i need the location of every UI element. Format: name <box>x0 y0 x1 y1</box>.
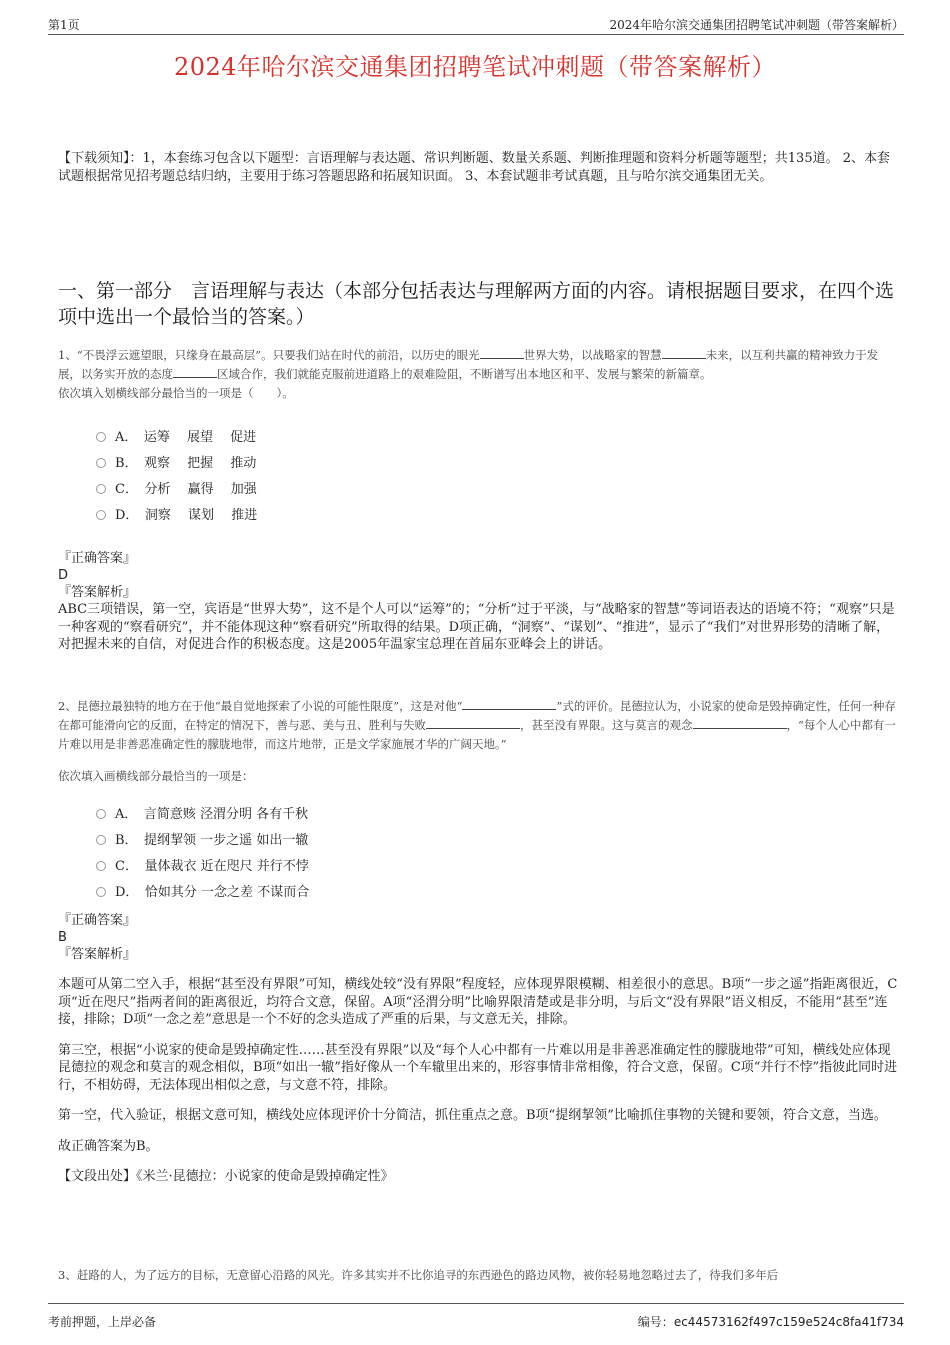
page-title: 2024年哈尔滨交通集团招聘笔试冲刺题（带答案解析） <box>173 53 777 81</box>
option-a[interactable]: A． 言简意赅 泾渭分明 各有千秋 <box>96 802 309 828</box>
question-2-options <box>96 802 309 906</box>
question-3 <box>58 1266 900 1285</box>
option-b[interactable]: B． 观察 把握 推动 <box>96 451 257 477</box>
page-header <box>48 14 904 35</box>
option-c[interactable]: C． 量体裁衣 近在咫尺 并行不悖 <box>96 854 309 880</box>
question-1-options <box>96 425 257 529</box>
option-d[interactable]: D． 洞察 谋划 推进 <box>96 503 257 529</box>
question-2-instruction: 依次填入画横线部分最恰当的一项是： <box>58 769 254 783</box>
correct-answer: B <box>58 930 67 945</box>
radio-icon[interactable] <box>96 809 106 819</box>
question-2-answer-block <box>58 912 900 1199</box>
radio-icon[interactable] <box>96 861 106 871</box>
section-title: 一、第一部分 言语理解与表达（本部分包括表达与理解两方面的内容。请根据题目要求，在四个选项中选出一个最恰当的答案。） <box>58 280 895 328</box>
answer-label: 『正确答案』 <box>58 551 137 566</box>
option-d[interactable]: D． 恰如其分 一念之差 不谋而合 <box>96 880 309 906</box>
source-citation: 【文段出处】《米兰·昆德拉：小说家的使命是毁掉确定性》 <box>58 1169 394 1184</box>
radio-icon[interactable] <box>96 484 106 494</box>
blank <box>480 346 524 359</box>
blank <box>693 716 787 729</box>
footer-slogan: 考前押题，上岸必备 <box>48 1315 157 1329</box>
analysis-paragraph-1: 本题可从第二空入手，根据“甚至没有界限”可知，横线处较“没有界限”程度轻，应体现界限模糊、相差很小的意思。B项“一步之遥”指距离很近，C项“近在咫尺”指两者间的距离很近，均符合文意，保留。A项“泾渭分明”比喻界限清楚或是非分明，与后文“没有界限”语义相反，不能用“甚至”连接，排除；D项“一念之差”意思是一个不好的念头造成了严重的后果，与文意无关，排除。 <box>58 977 898 1027</box>
footer-code: 编号：ec44573162f497c159e524c8fa41f734 <box>637 1315 904 1329</box>
question-3-text: 3、赶路的人，为了远方的目标，无意留心沿路的风光。许多其实并不比你追寻的东西逊色的路边风物，被你轻易地忽略过去了，待我们多年后 <box>58 1268 779 1282</box>
option-a[interactable]: A． 运筹 展望 促进 <box>96 425 257 451</box>
header-doc-title: 2024年哈尔滨交通集团招聘笔试冲刺题（带答案解析） <box>609 18 904 32</box>
question-2 <box>58 697 900 784</box>
option-c[interactable]: C． 分析 赢得 加强 <box>96 477 257 503</box>
blank <box>462 697 556 710</box>
analysis-paragraph-2: 第三空，根据“小说家的使命是毁掉确定性……甚至没有界限”以及“每个人心中都有一片难以用是非善恶准确定性的朦胧地带”可知，横线处应体现昆德拉的观念和莫言的观念相似，B项“如出一辙”指好像从一个车辙里出来的，形容事情非常相像，符合文意，保留。C项“并行不悖”指彼此同时进行，不相妨碍，无法体现出相似之意，与文意不符，排除。 <box>58 1042 898 1093</box>
question-1-answer-block <box>58 550 900 667</box>
question-1 <box>58 346 900 401</box>
analysis-label: 『答案解析』 <box>58 947 137 962</box>
radio-icon[interactable] <box>96 458 106 468</box>
analysis-paragraph-3: 第一空，代入验证，根据文意可知，横线处应体现评价十分简洁，抓住重点之意。B项“提纲挈领”比喻抓住事物的关键和要领，符合文意，当选。 <box>58 1108 887 1123</box>
radio-icon[interactable] <box>96 887 106 897</box>
radio-icon[interactable] <box>96 432 106 442</box>
question-2-text: 2、昆德拉最独特的地方在于他“最自觉地探索了小说的可能性限度”，这是对他“ ”式的评价。昆德拉认为，小说家的使命是毁掉确定性，任何一种存在都可能滑向它的反面，在特定的情况下，善与恶、美与丑、胜利与失败 ，甚至没有界限。这与莫言的观念 ，“每个人心中都有一片难以用是非善恶准确定性的朦胧地带，而这片地带，正是文学家施展才华的广阔天地。” <box>58 699 896 751</box>
page-footer <box>48 1303 904 1334</box>
correct-answer: D <box>58 568 69 583</box>
analysis-label: 『答案解析』 <box>58 585 137 600</box>
radio-icon[interactable] <box>96 510 106 520</box>
blank <box>173 365 217 378</box>
question-1-text: 1、“不畏浮云遮望眼，只缘身在最高层”。只要我们站在时代的前沿，以历史的眼光 世界大势，以战略家的智慧 未来，以互利共赢的精神致力于发展，以务实开放的态度 区域合作，我们就能克服前进道路上的艰难险阻，不断谱写出本地区和平、发展与繁荣的新篇章。 <box>58 348 879 381</box>
page-number: 第1页 <box>48 18 80 32</box>
option-b[interactable]: B． 提纲挈领 一步之遥 如出一辙 <box>96 828 309 854</box>
analysis-text: ABC三项错误，第一空，宾语是“世界大势”，这不是个人可以“运筹”的；“分析”过于平淡，与“战略家的智慧”等词语表达的语境不符；“观察”只是一种客观的“察看研究”，并不能体现这种“察看研究”所取得的结果。D项正确，“洞察”、“谋划”、“推进”，显示了“我们”对世界形势的清晰了解，对把握未来的自信，对促进合作的积极态度。这是2005年温家宝总理在首届东亚峰会上的讲话。 <box>58 602 895 652</box>
analysis-conclusion: 故正确答案为B。 <box>58 1138 159 1154</box>
radio-icon[interactable] <box>96 835 106 845</box>
blank <box>662 346 706 359</box>
question-1-instruction: 依次填入划横线部分最恰当的一项是（ ）。 <box>58 386 294 400</box>
download-notice: 【下载须知】：1，本套练习包含以下题型：言语理解与表达题、常识判断题、数量关系题、判断推理题和资料分析题等题型；共135道。 2、本套试题根据常见招考题总结归纳，主要用于练习答题思路和拓展知识面。 3、本套试题非考试真题，且与哈尔滨交通集团无关。 <box>58 151 890 184</box>
blank <box>426 716 520 729</box>
answer-label: 『正确答案』 <box>58 913 137 928</box>
